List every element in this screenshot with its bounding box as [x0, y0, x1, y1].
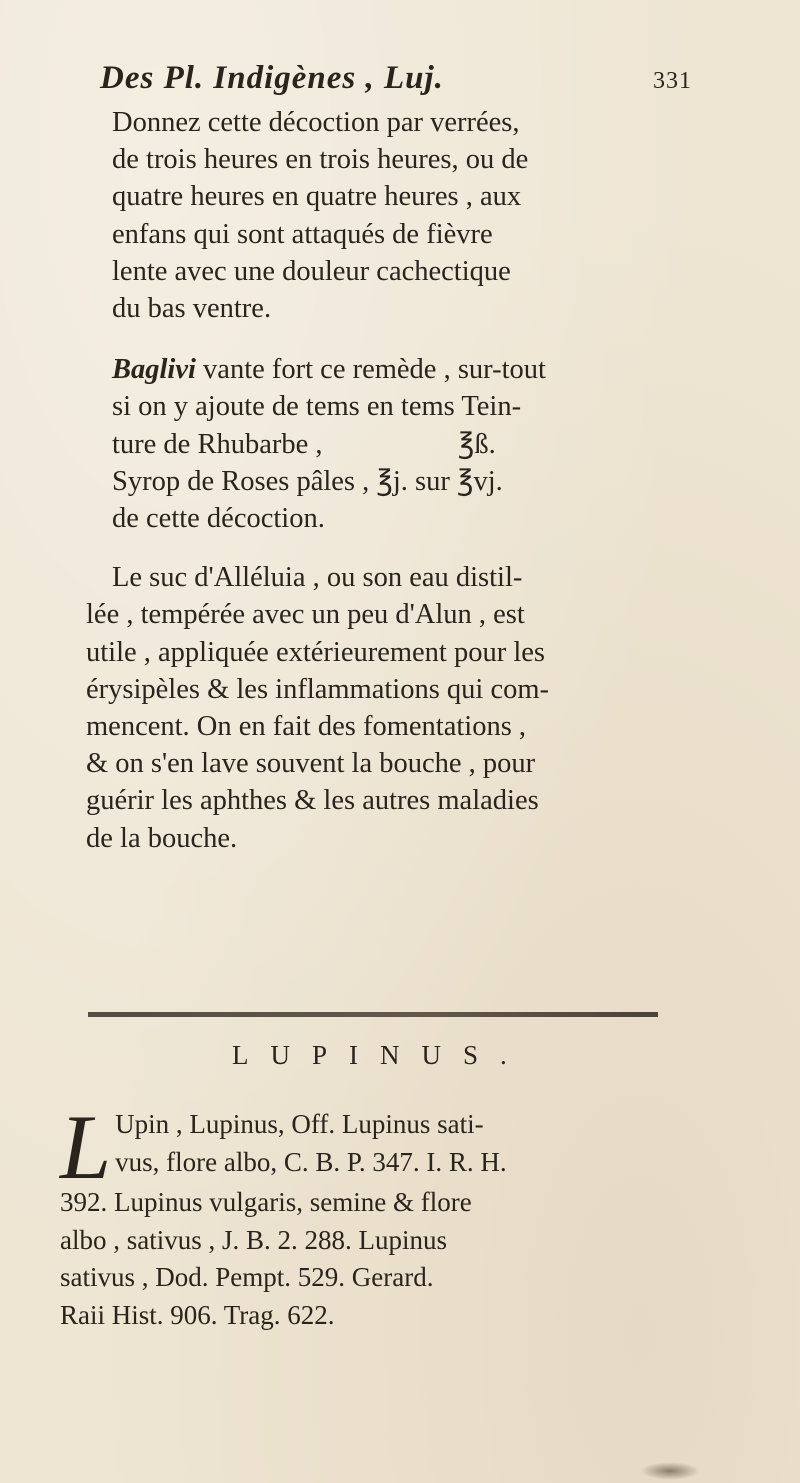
text-line: Upin , Lupinus, Off. Lupinus sati- [115, 1109, 484, 1139]
running-head [100, 60, 692, 104]
page-number: 331 [653, 68, 692, 94]
running-title: Des Pl. Indigènes , Luj. [100, 60, 444, 96]
text-line: Raii Hist. 906. Trag. 622. [60, 1299, 335, 1330]
text-line: Le suc d'Alléluia , ou son eau distil- [112, 562, 523, 594]
text-line: lée , tempérée avec un peu d'Alun , est [86, 599, 525, 631]
section-divider-rule [88, 1012, 658, 1017]
text-line: du bas ventre. [112, 293, 272, 325]
text-line: de trois heures en trois heures, ou de [112, 144, 529, 176]
text-line: érysipèles & les inflammations qui com- [86, 673, 550, 705]
text-line: si on y ajoute de tems en tems Tein- [112, 391, 522, 423]
author-name: Baglivi [112, 354, 196, 386]
paragraph-decoction [112, 104, 692, 327]
text-line: 392. Lupinus vulgaris, semine & flore [60, 1187, 472, 1217]
main-text-block [86, 60, 692, 857]
text-line [112, 351, 692, 388]
text-line: & on s'en lave souvent la bouche , pour [86, 748, 536, 780]
text-line: vus, flore albo, C. B. P. 347. I. R. H. [115, 1146, 507, 1177]
text-line: de la bouche. [86, 822, 238, 854]
text-line: de cette décoction. [112, 503, 325, 535]
paragraph-alleluia [86, 559, 692, 857]
text-line: quatre heures en quatre heures , aux [112, 181, 522, 213]
text-line: lente avec une douleur cachectique [112, 255, 511, 287]
text-line: utile , appliquée extérieurement pour les [86, 636, 545, 668]
drop-cap: L [60, 1096, 112, 1198]
text-line: ture de Rhubarbe , ℥ß. [112, 428, 496, 460]
text-line: Donnez cette décoction par verrées, [112, 107, 520, 138]
paragraph-baglivi [112, 351, 692, 537]
section-title: LUPINUS. [232, 1040, 529, 1070]
text-fragment: vante fort ce remède , sur-tout [195, 354, 546, 386]
text-line: albo , sativus , J. B. 2. 288. Lupinus [60, 1224, 448, 1255]
text-line: enfans qui sont attaqués de fièvre [112, 218, 493, 250]
text-line: mencent. On en fait des fomentations , [86, 711, 527, 743]
text-line: guérir les aphthes & les autres maladies [86, 785, 539, 817]
text-line: sativus , Dod. Pempt. 529. Gerard. [60, 1262, 434, 1292]
lupinus-entry [60, 1096, 700, 1334]
ink-stain [640, 1462, 700, 1480]
text-line: Syrop de Roses pâles , ℥j. sur ℥vj. [112, 465, 503, 497]
